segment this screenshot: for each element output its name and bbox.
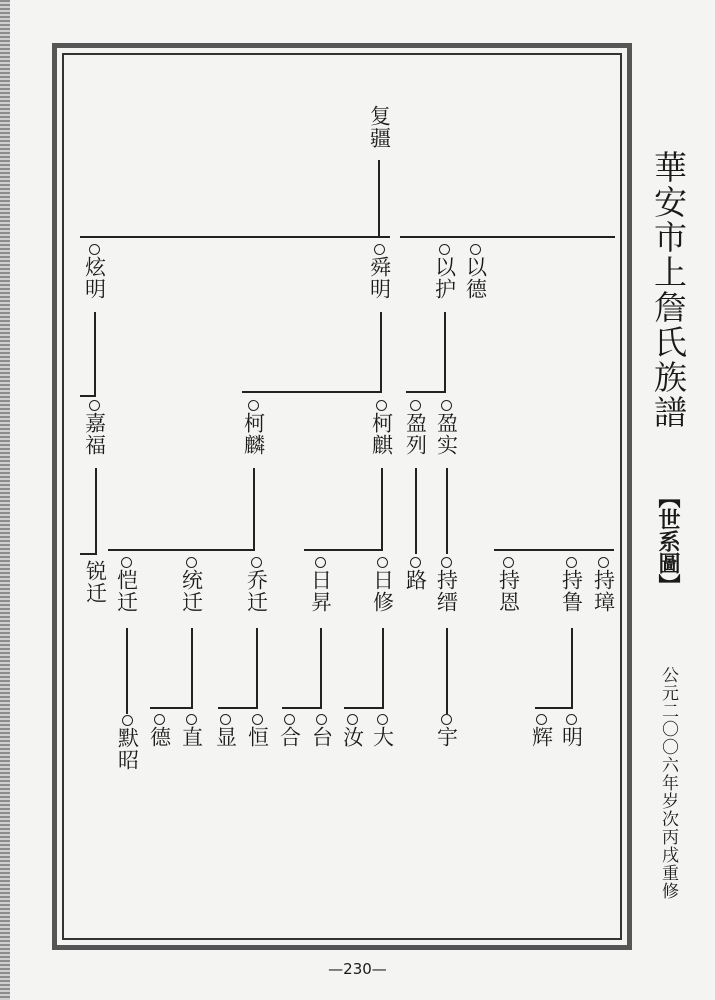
node-marker-icon <box>89 244 100 255</box>
tree-node <box>366 244 392 300</box>
node-marker-icon <box>186 557 197 568</box>
tree-node <box>462 244 488 300</box>
node-name: 恒 <box>245 726 270 748</box>
node-name: 大 <box>370 726 395 748</box>
node-marker-icon <box>410 557 421 568</box>
node-marker-icon <box>566 557 577 568</box>
node-name: 统迁 <box>179 569 204 613</box>
book-title: 華安市上詹氏族譜 <box>649 150 688 430</box>
tree-node <box>433 557 459 613</box>
node-name: 汝 <box>340 726 365 748</box>
node-name: 日昇 <box>308 569 333 613</box>
node-name: 显 <box>213 726 238 748</box>
tree-node <box>528 714 554 748</box>
node-marker-icon <box>284 714 295 725</box>
node-marker-icon <box>315 557 326 568</box>
node-marker-icon <box>186 714 197 725</box>
node-name: 盈实 <box>434 412 459 456</box>
node-name: 柯麒 <box>369 412 394 456</box>
node-marker-icon <box>248 400 259 411</box>
node-marker-icon <box>377 714 388 725</box>
node-marker-icon <box>410 400 421 411</box>
node-marker-icon <box>121 557 132 568</box>
node-name: 直 <box>179 726 204 748</box>
node-name: 宇 <box>434 726 459 748</box>
tree-node <box>276 714 302 748</box>
tree-node <box>307 557 333 613</box>
node-marker-icon <box>154 714 165 725</box>
node-name: 以德 <box>463 256 488 300</box>
tree-node <box>366 105 392 149</box>
tree-node <box>114 715 140 771</box>
node-marker-icon <box>503 557 514 568</box>
node-name: 持鲁 <box>559 569 584 613</box>
book-spine-edge <box>0 0 10 1000</box>
node-marker-icon <box>252 714 263 725</box>
tree-node <box>558 557 584 613</box>
tree-node <box>308 714 334 748</box>
tree-node <box>212 714 238 748</box>
node-name: 持恩 <box>496 569 521 613</box>
node-name: 锐迁 <box>83 560 108 604</box>
tree-node <box>81 244 107 300</box>
node-name: 嘉福 <box>82 412 107 456</box>
node-marker-icon <box>122 715 133 726</box>
tree-node <box>495 557 521 613</box>
tree-node <box>243 557 269 613</box>
node-name: 辉 <box>529 726 554 748</box>
node-marker-icon <box>441 714 452 725</box>
tree-node <box>240 400 266 456</box>
node-marker-icon <box>441 557 452 568</box>
node-marker-icon <box>316 714 327 725</box>
node-name: 德 <box>147 726 172 748</box>
tree-node <box>369 714 395 748</box>
tree-node <box>146 714 172 748</box>
node-marker-icon <box>470 244 481 255</box>
node-name: 炫明 <box>82 256 107 300</box>
node-name: 持璋 <box>591 569 616 613</box>
revision-date-note: 公元二〇〇六年岁次丙戌重修 <box>658 666 678 900</box>
node-marker-icon <box>377 557 388 568</box>
node-name: 乔迁 <box>244 569 269 613</box>
node-marker-icon <box>566 714 577 725</box>
node-name: 默昭 <box>115 727 140 771</box>
node-name: 合 <box>277 726 302 748</box>
node-name: 柯麟 <box>241 412 266 456</box>
node-name: 路 <box>403 569 428 591</box>
tree-node <box>558 714 584 748</box>
node-name: 盈列 <box>403 412 428 456</box>
node-name: 恺迁 <box>114 569 139 613</box>
tree-node <box>244 714 270 748</box>
tree-node <box>113 557 139 613</box>
tree-node <box>178 714 204 748</box>
tree-node <box>82 560 108 604</box>
tree-node <box>402 400 428 456</box>
node-marker-icon <box>536 714 547 725</box>
node-name: 台 <box>309 726 334 748</box>
node-marker-icon <box>89 400 100 411</box>
node-name: 明 <box>559 726 584 748</box>
node-name: 以护 <box>432 256 457 300</box>
tree-node <box>590 557 616 613</box>
tree-node <box>368 400 394 456</box>
node-marker-icon <box>220 714 231 725</box>
node-marker-icon <box>374 244 385 255</box>
page-number: —230— <box>328 960 387 978</box>
node-name: 持缙 <box>434 569 459 613</box>
node-marker-icon <box>441 400 452 411</box>
node-name: 日修 <box>370 569 395 613</box>
node-marker-icon <box>439 244 450 255</box>
tree-node <box>178 557 204 613</box>
node-name: 复疆 <box>367 105 392 149</box>
tree-node <box>81 400 107 456</box>
tree-node <box>431 244 457 300</box>
tree-node <box>369 557 395 613</box>
tree-node <box>339 714 365 748</box>
page-frame-inner <box>62 53 622 940</box>
node-name: 舜明 <box>367 256 392 300</box>
section-label: 【世系圖】 <box>655 486 681 596</box>
tree-node <box>433 400 459 456</box>
node-marker-icon <box>598 557 609 568</box>
node-marker-icon <box>376 400 387 411</box>
node-marker-icon <box>251 557 262 568</box>
node-marker-icon <box>347 714 358 725</box>
tree-node <box>433 714 459 748</box>
tree-node <box>402 557 428 591</box>
